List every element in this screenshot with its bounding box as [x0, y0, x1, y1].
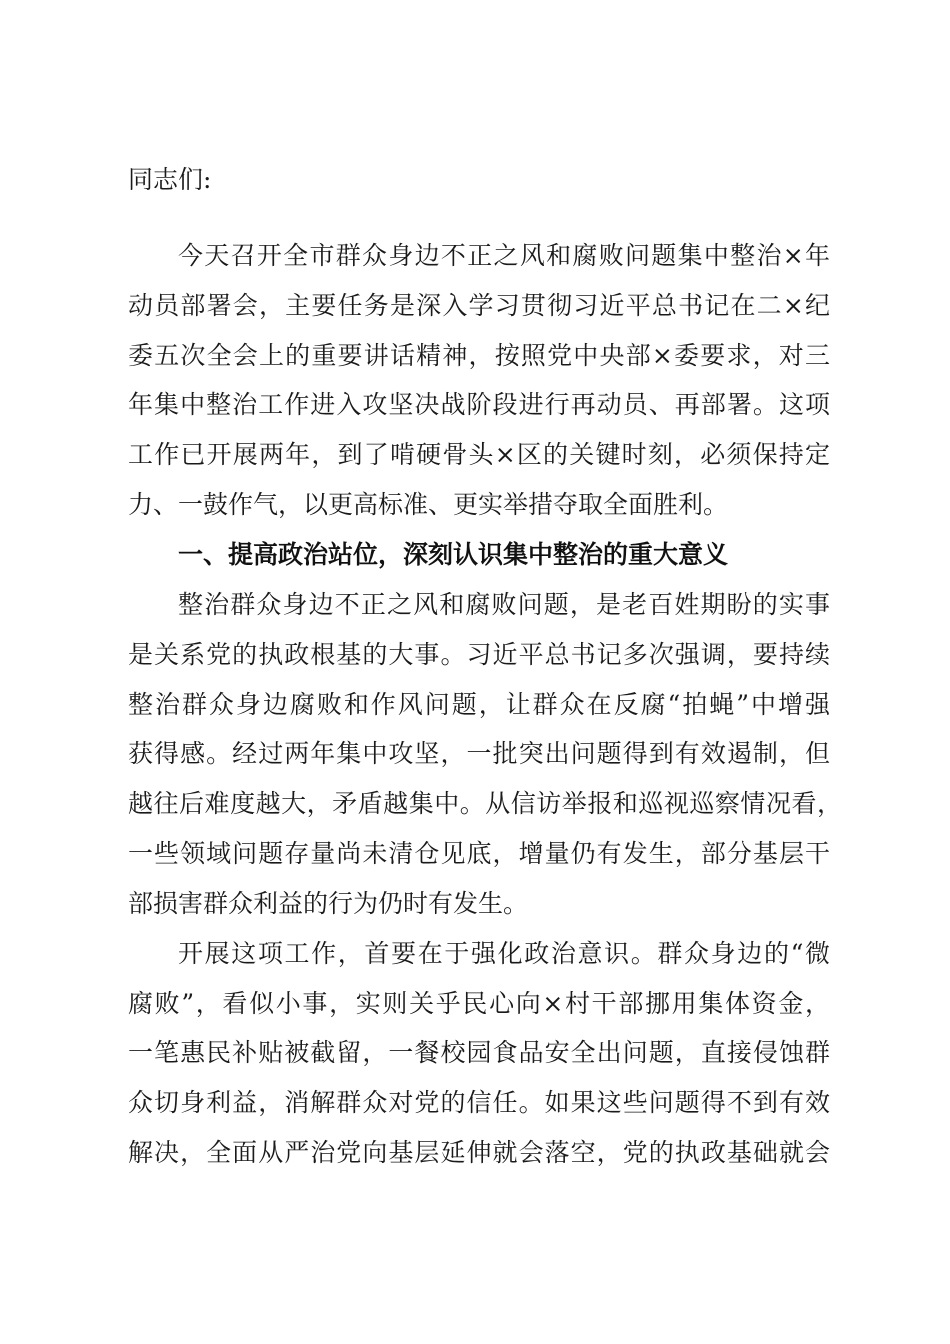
paragraph-2-line-2: 是关系党的执政根基的大事。习近平总书记多次强调，要持续	[128, 640, 830, 669]
paragraph-3-line-1: 开展这项工作，首要在于强化政治意识。群众身边的“微	[178, 939, 830, 968]
paragraph-1-line-5: 工作已开展两年，到了啃硬骨头×区的关键时刻，必须保持定	[128, 440, 830, 469]
paragraph-2-line-5: 越往后难度越大，矛盾越集中。从信访举报和巡视巡察情况看，	[128, 789, 842, 818]
paragraph-3-line-2: 腐败”，看似小事，实则关乎民心向×村干部挪用集体资金，	[128, 989, 830, 1018]
section-heading-1: 一、提高政治站位，深刻认识集中整治的重大意义	[178, 540, 729, 569]
paragraph-1-line-1: 今天召开全市群众身边不正之风和腐败问题集中整治×年	[178, 241, 830, 270]
paragraph-2-line-4: 获得感。经过两年集中攻坚，一批突出问题得到有效遏制，但	[128, 739, 830, 768]
paragraph-2-line-7: 部损害群众利益的行为仍时有发生。	[128, 889, 529, 918]
paragraph-3-line-5: 解决，全面从严治党向基层延伸就会落空，党的执政基础就会	[128, 1138, 830, 1167]
paragraph-1-line-6: 力、一鼓作气，以更高标准、更实举措夺取全面胜利。	[128, 490, 729, 519]
paragraph-3-line-3: 一笔惠民补贴被截留，一餐校园食品安全出问题，直接侵蚀群	[128, 1038, 830, 1067]
salutation: 同志们:	[128, 165, 212, 194]
paragraph-2-line-1: 整治群众身边不正之风和腐败问题，是老百姓期盼的实事	[178, 590, 830, 619]
paragraph-1-line-4: 年集中整治工作进入攻坚决战阶段进行再动员、再部署。这项	[128, 390, 830, 419]
paragraph-2-line-3: 整治群众身边腐败和作风问题，让群众在反腐“拍蝇”中增强	[128, 690, 830, 719]
paragraph-2-line-6: 一些领域问题存量尚未清仓见底，增量仍有发生，部分基层干	[128, 839, 830, 868]
paragraph-3-line-4: 众切身利益，消解群众对党的信任。如果这些问题得不到有效	[128, 1088, 830, 1117]
paragraph-1-line-3: 委五次全会上的重要讲话精神，按照党中央部×委要求，对三	[128, 341, 830, 370]
paragraph-1-line-2: 动员部署会，主要任务是深入学习贯彻习近平总书记在二×纪	[128, 291, 830, 320]
